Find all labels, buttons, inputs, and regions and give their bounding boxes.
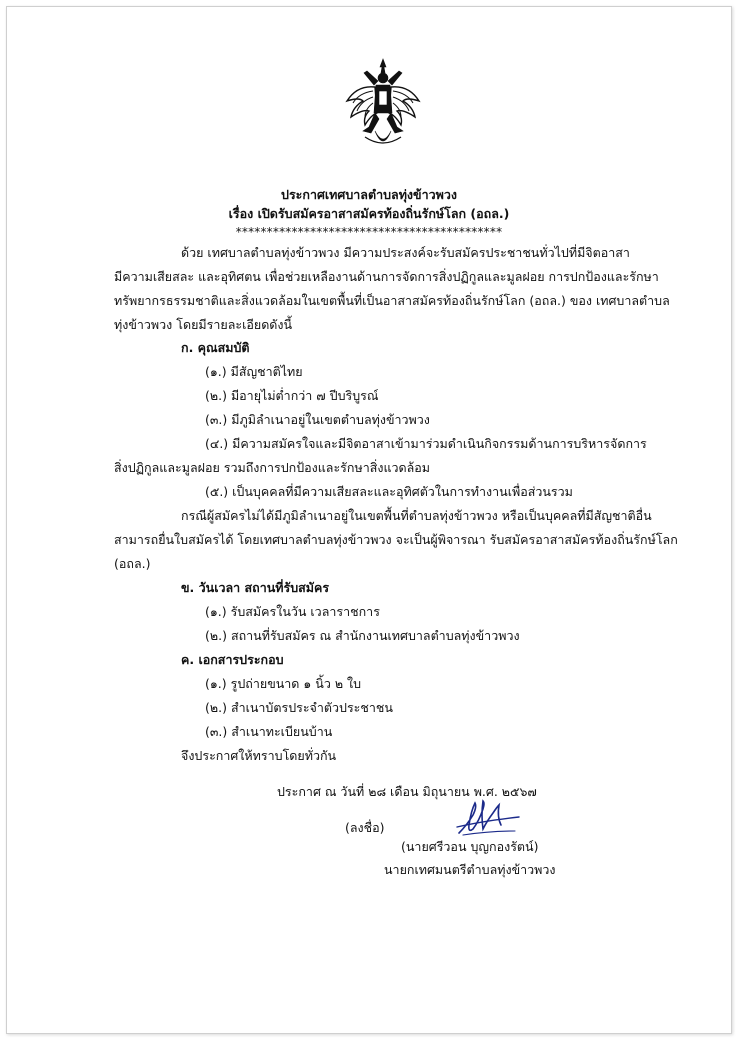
- list-item: (๒.) มีอายุไม่ต่ำกว่า ๗ ปีบริบูรณ์: [205, 388, 379, 403]
- section-a-heading: ก. คุณสมบัติ: [181, 340, 250, 355]
- garuda-emblem-icon: [345, 57, 421, 149]
- divider-stars: *******************************************: [235, 225, 503, 239]
- sign-label: (ลงชื่อ): [345, 820, 385, 835]
- list-item: (๑.) รับสมัครในวัน เวลาราชการ: [205, 604, 380, 619]
- announcement-title: ประกาศเทศบาลตำบลทุ่งข้าวพวง: [281, 187, 457, 202]
- intro-line: ทรัพยากรธรรมชาติและสิ่งแวดล้อมในเขตพื้นที่เป็นอาสาสมัครท้องถิ่นรักษ์โลก (อถล.) ของ เทศบาลตำบล: [114, 293, 670, 308]
- document-page: [6, 6, 732, 1034]
- handwritten-signature-icon: [453, 795, 523, 839]
- intro-line: ด้วย เทศบาลตำบลทุ่งข้าวพวง มีความประสงค์จะรับสมัครประชาชนทั่วไปที่มีจิตอาสา: [181, 245, 630, 260]
- list-item: (๒.) สำเนาบัตรประจำตัวประชาชน: [205, 700, 393, 715]
- intro-line: ทุ่งข้าวพวง โดยมีรายละเอียดดังนี้: [114, 317, 293, 332]
- announcement-subject: เรื่อง เปิดรับสมัครอาสาสมัครท้องถิ่นรักษ์โลก (อถล.): [228, 206, 510, 221]
- announcement-date: ประกาศ ณ วันที่ ๒๘ เดือน มิถุนายน พ.ศ. ๒๕๖๗: [277, 784, 537, 799]
- list-item: (๒.) สถานที่รับสมัคร ณ สำนักงานเทศบาลตำบลทุ่งข้าวพวง: [205, 628, 520, 643]
- list-item-continuation: สิ่งปฏิกูลและมูลฝอย รวมถึงการปกป้องและรักษาสิ่งแวดล้อม: [114, 460, 431, 475]
- section-b-heading: ข. วันเวลา สถานที่รับสมัคร: [181, 580, 330, 595]
- signer-name: (นายศรีวอน บุญกองรัตน์): [401, 839, 539, 854]
- list-item: (๕.) เป็นบุคคลที่มีความเสียสละและอุทิศตัวในการทำงานเพื่อส่วนรวม: [205, 484, 573, 499]
- list-item: (๓.) สำเนาทะเบียนบ้าน: [205, 724, 333, 739]
- signer-position: นายกเทศมนตรีตำบลทุ่งข้าวพวง: [384, 862, 556, 877]
- closing-text: จึงประกาศให้ทราบโดยทั่วกัน: [181, 748, 337, 763]
- section-c-heading: ค. เอกสารประกอบ: [181, 652, 284, 667]
- list-item: (๑.) มีสัญชาติไทย: [205, 364, 303, 379]
- intro-line: มีความเสียสละ และอุทิศตน เพื่อช่วยเหลืองานด้านการจัดการสิ่งปฏิกูลและมูลฝอย การปกป้องและรักษา: [114, 269, 659, 284]
- note-line: สามารถยื่นใบสมัครได้ โดยเทศบาลตำบลทุ่งข้าวพวง จะเป็นผู้พิจารณา รับสมัครอาสาสมัครท้องถิ่นรักษ์โลก: [114, 532, 678, 547]
- list-item: (๔.) มีความสมัครใจและมีจิตอาสาเข้ามาร่วมดำเนินกิจกรรมด้านการบริหารจัดการ: [205, 436, 647, 451]
- note-line: กรณีผู้สมัครไม่ได้มีภูมิลำเนาอยู่ในเขตพื้นที่ตำบลทุ่งข้าวพวง หรือเป็นบุคคลที่มีสัญชาติอื่น: [181, 508, 652, 523]
- list-item: (๓.) มีภูมิลำเนาอยู่ในเขตตำบลทุ่งข้าวพวง: [205, 412, 430, 427]
- note-line: (อถล.): [114, 556, 151, 571]
- list-item: (๑.) รูปถ่ายขนาด ๑ นิ้ว ๒ ใบ: [205, 676, 362, 691]
